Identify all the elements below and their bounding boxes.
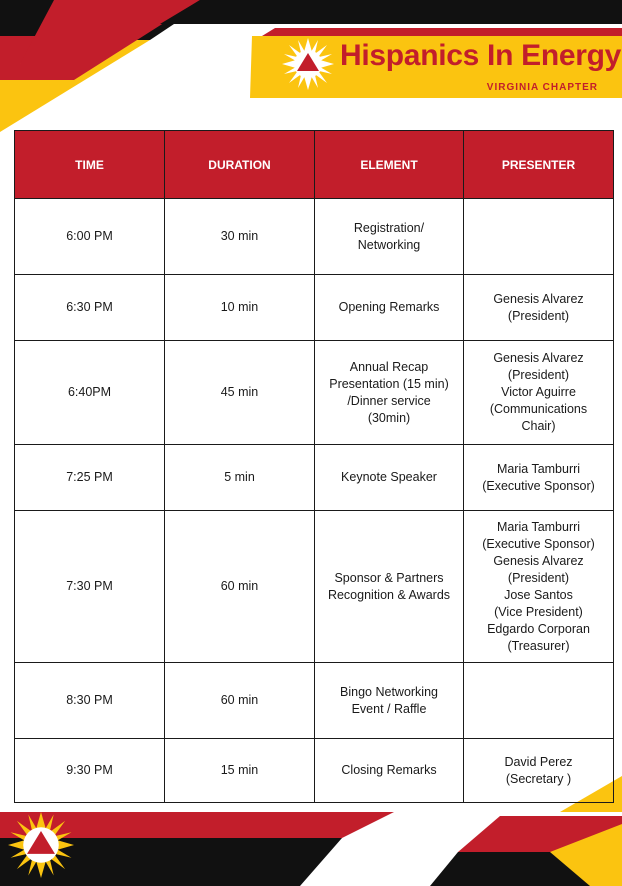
presenter-text: Maria Tamburri (Executive Sponsor) Genesis Alvarez (President) Jose Santos (Vice President) Edgardo Corporan (Treasurer) [482, 519, 595, 653]
duration-cell [165, 275, 315, 341]
presenter-text: David Perez (Secretary ) [504, 754, 573, 786]
presenter-cell [464, 445, 614, 511]
element-text: Bingo Networking Event / Raffle [340, 684, 438, 716]
duration-cell [165, 663, 315, 739]
duration-text: 45 min [220, 385, 259, 399]
brand-subtitle: VIRGINIA CHAPTER [486, 82, 598, 93]
element-cell [315, 663, 464, 739]
element-cell [315, 739, 464, 803]
time-text: 9:30 PM [66, 763, 113, 777]
time-cell [15, 199, 165, 275]
presenter-cell [464, 275, 614, 341]
table-header-row [15, 131, 614, 199]
time-text: 6:40PM [67, 385, 112, 399]
element-text: Registration/ Networking [353, 220, 425, 252]
time-text: 7:30 PM [66, 579, 113, 593]
time-cell [15, 663, 165, 739]
duration-cell [165, 445, 315, 511]
element-text: Sponsor & Partners Recognition & Awards [327, 570, 451, 602]
header-duration: DURATION [165, 131, 315, 199]
time-text: 8:30 PM [66, 693, 113, 707]
time-cell [15, 445, 165, 511]
duration-cell [165, 341, 315, 445]
table-row [15, 275, 614, 341]
table-row [15, 199, 614, 275]
brand-name: Hispanics In Energy [340, 39, 622, 72]
time-text: 6:30 PM [66, 300, 113, 314]
element-text: Closing Remarks [341, 763, 437, 777]
element-text: Annual Recap Presentation (15 min) /Dinner service (30min) [329, 359, 449, 425]
time-cell [15, 739, 165, 803]
duration-text: 10 min [220, 300, 259, 314]
table-row [15, 511, 614, 663]
time-text: 6:00 PM [66, 229, 113, 243]
element-cell [315, 275, 464, 341]
presenter-cell [464, 739, 614, 803]
sun-triangle-icon [282, 38, 334, 90]
duration-cell [165, 739, 315, 803]
time-text: 7:25 PM [66, 470, 113, 484]
presenter-text: Genesis Alvarez (President) Victor Aguirre (Communications Chair) [489, 351, 588, 433]
table-row [15, 341, 614, 445]
header-presenter: PRESENTER [464, 131, 614, 199]
header-time: TIME [15, 131, 165, 199]
presenter-cell [464, 663, 614, 739]
duration-text: 30 min [220, 229, 259, 243]
duration-text: 15 min [220, 763, 259, 777]
schedule-table [14, 130, 614, 803]
element-cell [315, 199, 464, 275]
brand-logo [282, 36, 622, 98]
sun-triangle-icon [8, 812, 74, 878]
presenter-text: Maria Tamburri (Executive Sponsor) [482, 461, 595, 493]
duration-cell [165, 199, 315, 275]
duration-text: 5 min [224, 470, 255, 484]
table-row [15, 739, 614, 803]
presenter-cell [464, 199, 614, 275]
duration-text: 60 min [220, 693, 259, 707]
time-cell [15, 275, 165, 341]
element-cell [315, 341, 464, 445]
duration-cell [165, 511, 315, 663]
element-cell [315, 511, 464, 663]
element-text: Keynote Speaker [341, 470, 437, 484]
presenter-cell [464, 341, 614, 445]
element-cell [315, 445, 464, 511]
header-element: ELEMENT [315, 131, 464, 199]
duration-text: 60 min [220, 579, 259, 593]
time-cell [15, 341, 165, 445]
element-text: Opening Remarks [338, 300, 440, 314]
table-row [15, 445, 614, 511]
presenter-text: Genesis Alvarez (President) [493, 291, 584, 323]
time-cell [15, 511, 165, 663]
table-row [15, 663, 614, 739]
presenter-cell [464, 511, 614, 663]
